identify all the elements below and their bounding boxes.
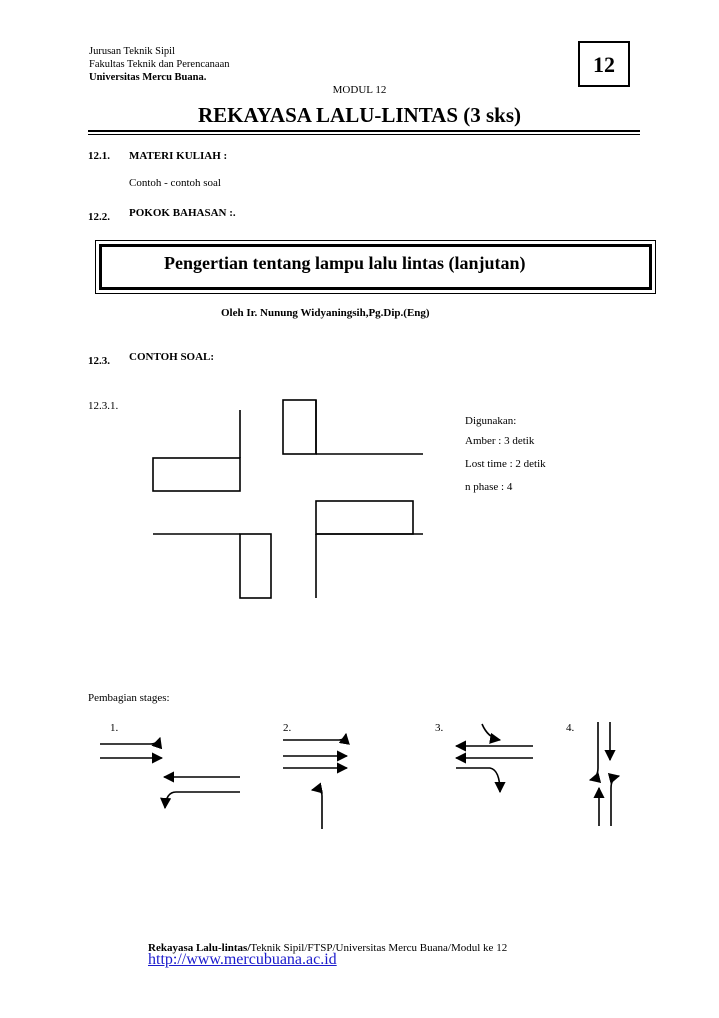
stage-4-label: 4. (566, 722, 575, 734)
stages-label: Pembagian stages: (88, 692, 170, 704)
intersection-diagram (153, 400, 423, 598)
given-amber: Amber : 3 detik (465, 435, 535, 447)
author-line: Oleh Ir. Nunung Widyaningsih,Pg.Dip.(Eng) (221, 307, 430, 319)
north-approach-queue (283, 400, 316, 454)
stage-1-label: 1. (110, 722, 119, 734)
module-number-box: 12 (578, 41, 630, 87)
section-body-materi: Contoh - contoh soal (129, 177, 221, 189)
east-approach-queue (316, 501, 413, 534)
stage-3-label: 3. (435, 722, 444, 734)
footer-course-name: Rekayasa Lalu-lintas/ (148, 942, 251, 954)
footer-link[interactable]: http://www.mercubuana.ac.id (148, 951, 337, 968)
west-approach-queue (153, 458, 240, 491)
stage-2-arrows (283, 734, 347, 829)
faculty-line: Fakultas Teknik dan Perencanaan (89, 59, 230, 70)
section-title-pokok: POKOK BAHASAN :. (129, 207, 236, 219)
university-line: Universitas Mercu Buana. (89, 72, 207, 83)
course-title: REKAYASA LALU-LINTAS (3 sks) (197, 103, 522, 127)
stage-1-arrows (100, 738, 240, 808)
section-number-12-2: 12.2. (88, 211, 110, 223)
section-title-contoh: CONTOH SOAL: (129, 351, 215, 363)
module-label: MODUL 12 (332, 84, 387, 96)
given-lost-time: Lost time : 2 detik (465, 458, 546, 470)
stage-4-arrows (590, 722, 619, 826)
department-line: Jurusan Teknik Sipil (89, 46, 175, 57)
section-number-12-3: 12.3. (88, 355, 110, 367)
stage-2-label: 2. (283, 722, 292, 734)
stage-3-arrows (456, 724, 533, 792)
given-n-phase: n phase : 4 (465, 481, 513, 493)
footer-rest: Teknik Sipil/FTSP/Universitas Mercu Buana/Modul ke 12 (250, 942, 508, 954)
example-number: 12.3.1. (88, 400, 119, 412)
south-approach-queue (240, 534, 271, 598)
topic-title: Pengertian tentang lampu lalu lintas (lanjutan) (164, 253, 526, 273)
section-title-materi: MATERI KULIAH : (129, 150, 228, 162)
given-label: Digunakan: (465, 415, 517, 427)
section-number-12-1: 12.1. (88, 150, 110, 162)
